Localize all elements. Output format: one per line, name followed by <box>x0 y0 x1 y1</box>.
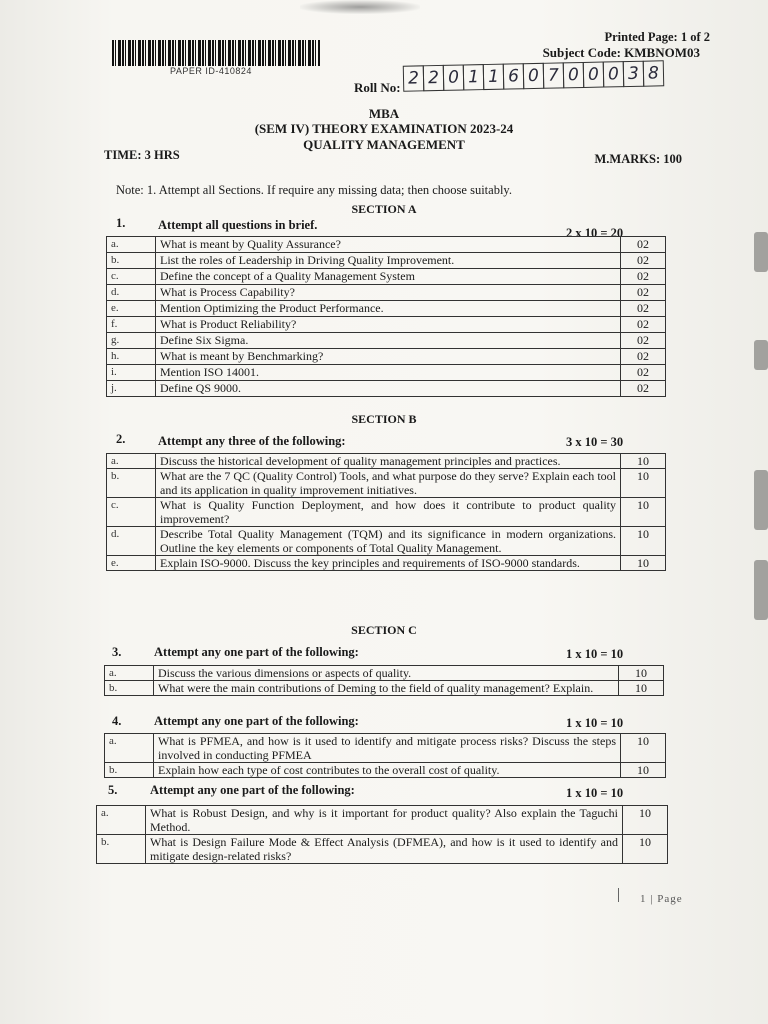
scan-edge-mark <box>754 470 768 530</box>
question-label: b. <box>97 835 146 864</box>
question-number: 5. <box>108 783 118 797</box>
question-row <box>97 806 668 835</box>
question-row <box>107 498 666 527</box>
question-text: What is Quality Function Deployment, and how does it contribute to product quality improvement? <box>156 498 621 527</box>
scan-edge-mark <box>754 340 768 370</box>
question-text: Define the concept of a Quality Management System <box>156 269 621 285</box>
max-marks: M.MARKS: 100 <box>594 152 682 166</box>
question-marks-cell: 02 <box>621 269 666 285</box>
subject-title: QUALITY MANAGEMENT <box>303 137 465 152</box>
question-row <box>107 269 666 285</box>
question-instruction: Attempt all questions in brief. <box>158 218 318 232</box>
question-marks-cell: 10 <box>619 666 664 681</box>
scan-edge-mark <box>754 560 768 620</box>
roll-digit-box: 3 <box>623 61 645 87</box>
question-text: Mention Optimizing the Product Performance. <box>156 301 621 317</box>
printed-page: Printed Page: 1 of 2 <box>604 30 710 44</box>
question-label: j. <box>107 381 156 397</box>
question-row <box>105 734 666 763</box>
question-text: What is Robust Design, and why is it important for product quality? Also explain the Taguchi Method. <box>146 806 623 835</box>
question-text: Explain how each type of cost contributes to the overall cost of quality. <box>154 763 621 778</box>
question-label: b. <box>105 681 154 696</box>
question-marks-cell: 02 <box>621 237 666 253</box>
question-text: Define QS 9000. <box>156 381 621 397</box>
question-instruction: Attempt any one part of the following: <box>154 714 359 728</box>
question-marks-cell: 10 <box>621 454 666 469</box>
question-row <box>107 301 666 317</box>
question-row <box>97 835 668 864</box>
footer-divider <box>618 888 619 902</box>
paper-id: PAPER ID-410824 <box>170 66 252 76</box>
question-instruction: Attempt any one part of the following: <box>150 783 355 797</box>
question-number: 2. <box>116 432 126 446</box>
question-text: What were the main contributions of Deming to the field of quality management? Explain. <box>154 681 619 696</box>
question-text: Mention ISO 14001. <box>156 365 621 381</box>
question-marks: 1 x 10 = 10 <box>566 716 624 730</box>
question-marks: 3 x 10 = 30 <box>566 435 624 449</box>
question-label: e. <box>107 301 156 317</box>
question-row <box>107 237 666 253</box>
question-label: c. <box>107 498 156 527</box>
program: MBA <box>368 106 400 121</box>
question-label: a. <box>105 666 154 681</box>
page-footer: 1 | Page <box>640 893 683 905</box>
question-label: e. <box>107 556 156 571</box>
question-marks-cell: 10 <box>621 556 666 571</box>
note: Note: 1. Attempt all Sections. If require any missing data; then choose suitably. <box>116 183 512 197</box>
roll-digit-box: 1 <box>483 64 505 90</box>
question-text: Describe Total Quality Management (TQM) and its significance in modern organizations. Outline the key elements or components of Total Quality Management. <box>156 527 621 556</box>
question-marks-cell: 10 <box>619 681 664 696</box>
subject-code: Subject Code: KMBNOM03 <box>542 45 700 60</box>
section-b-table <box>106 453 666 571</box>
scan-smudge <box>300 0 420 14</box>
question-marks-cell: 10 <box>621 498 666 527</box>
roll-digit-box: 0 <box>563 62 585 88</box>
question-marks-cell: 02 <box>621 317 666 333</box>
question-instruction: Attempt any one part of the following: <box>154 645 359 659</box>
roll-number-boxes <box>404 60 664 91</box>
roll-digit-box: 8 <box>643 60 665 86</box>
question-label: a. <box>105 734 154 763</box>
question-marks-cell: 02 <box>621 301 666 317</box>
roll-digit-box: 0 <box>583 62 605 88</box>
question-5-table <box>96 805 668 864</box>
question-text: What are the 7 QC (Quality Control) Tools, and what purpose do they serve? Explain each tool and its application in quality improvement initiatives. <box>156 469 621 498</box>
question-label: a. <box>107 454 156 469</box>
question-number: 4. <box>112 714 122 728</box>
question-label: i. <box>107 365 156 381</box>
question-marks-cell: 02 <box>621 365 666 381</box>
question-label: a. <box>97 806 146 835</box>
question-label: f. <box>107 317 156 333</box>
question-row <box>105 763 666 778</box>
question-row <box>105 666 664 681</box>
question-row <box>107 349 666 365</box>
question-4-table <box>104 733 666 778</box>
question-marks-cell: 02 <box>621 285 666 301</box>
question-label: b. <box>107 469 156 498</box>
roll-digit-box: 0 <box>603 61 625 87</box>
exam-title: (SEM IV) THEORY EXAMINATION 2023-24 <box>254 121 514 136</box>
question-marks-cell: 10 <box>621 763 666 778</box>
question-row <box>107 317 666 333</box>
scan-edge-mark <box>754 232 768 272</box>
question-text: What is Process Capability? <box>156 285 621 301</box>
question-marks-cell: 02 <box>621 253 666 269</box>
question-text: Discuss the historical development of quality management principles and practices. <box>156 454 621 469</box>
question-label: c. <box>107 269 156 285</box>
exam-time: TIME: 3 HRS <box>104 148 180 162</box>
question-marks: 2 x 10 = 20 <box>566 226 624 240</box>
question-text: What is meant by Quality Assurance? <box>156 237 621 253</box>
roll-number-label: Roll No: <box>354 80 401 95</box>
question-label: d. <box>107 285 156 301</box>
question-text: What is PFMEA, and how is it used to identify and mitigate process risks? Discuss the steps involved in conducting PFMEA <box>154 734 621 763</box>
question-label: d. <box>107 527 156 556</box>
question-number: 1. <box>116 216 126 230</box>
question-marks: 1 x 10 = 10 <box>566 647 624 661</box>
question-row <box>107 469 666 498</box>
question-text: What is Product Reliability? <box>156 317 621 333</box>
question-number: 3. <box>112 645 122 659</box>
roll-digit-box: 7 <box>543 62 565 88</box>
question-marks-cell: 10 <box>621 469 666 498</box>
question-label: b. <box>107 253 156 269</box>
question-marks-cell: 10 <box>623 806 668 835</box>
question-text: What is Design Failure Mode & Effect Analysis (DFMEA), and how is it used to identify and mitigate design-related risks? <box>146 835 623 864</box>
question-row <box>107 285 666 301</box>
question-row <box>107 333 666 349</box>
question-row <box>107 527 666 556</box>
roll-digit-box: 2 <box>423 65 445 91</box>
question-label: b. <box>105 763 154 778</box>
question-marks: 1 x 10 = 10 <box>566 786 624 800</box>
question-label: g. <box>107 333 156 349</box>
question-marks-cell: 10 <box>623 835 668 864</box>
section-b-title: SECTION B <box>351 412 417 426</box>
question-row <box>105 681 664 696</box>
question-text: Explain ISO-9000. Discuss the key principles and requirements of ISO-9000 standards. <box>156 556 621 571</box>
question-instruction: Attempt any three of the following: <box>158 434 346 448</box>
question-text: Define Six Sigma. <box>156 333 621 349</box>
roll-digit-box: 1 <box>463 64 485 90</box>
question-label: a. <box>107 237 156 253</box>
question-label: h. <box>107 349 156 365</box>
question-marks-cell: 10 <box>621 734 666 763</box>
question-text: List the roles of Leadership in Driving Quality Improvement. <box>156 253 621 269</box>
question-row <box>107 253 666 269</box>
barcode <box>112 40 320 66</box>
section-a-table <box>106 236 666 397</box>
roll-digit-box: 6 <box>503 63 525 89</box>
question-row <box>107 556 666 571</box>
question-marks-cell: 02 <box>621 349 666 365</box>
question-row <box>107 365 666 381</box>
section-c-title: SECTION C <box>351 623 417 637</box>
question-marks-cell: 02 <box>621 381 666 397</box>
question-marks-cell: 02 <box>621 333 666 349</box>
roll-digit-box: 0 <box>523 63 545 89</box>
roll-digit-box: 0 <box>443 64 465 90</box>
section-a-title: SECTION A <box>351 202 417 216</box>
question-row <box>107 454 666 469</box>
roll-digit-box: 2 <box>403 65 425 91</box>
question-text: Discuss the various dimensions or aspects of quality. <box>154 666 619 681</box>
question-marks-cell: 10 <box>621 527 666 556</box>
question-text: What is meant by Benchmarking? <box>156 349 621 365</box>
question-3-table <box>104 665 664 696</box>
question-row <box>107 381 666 397</box>
